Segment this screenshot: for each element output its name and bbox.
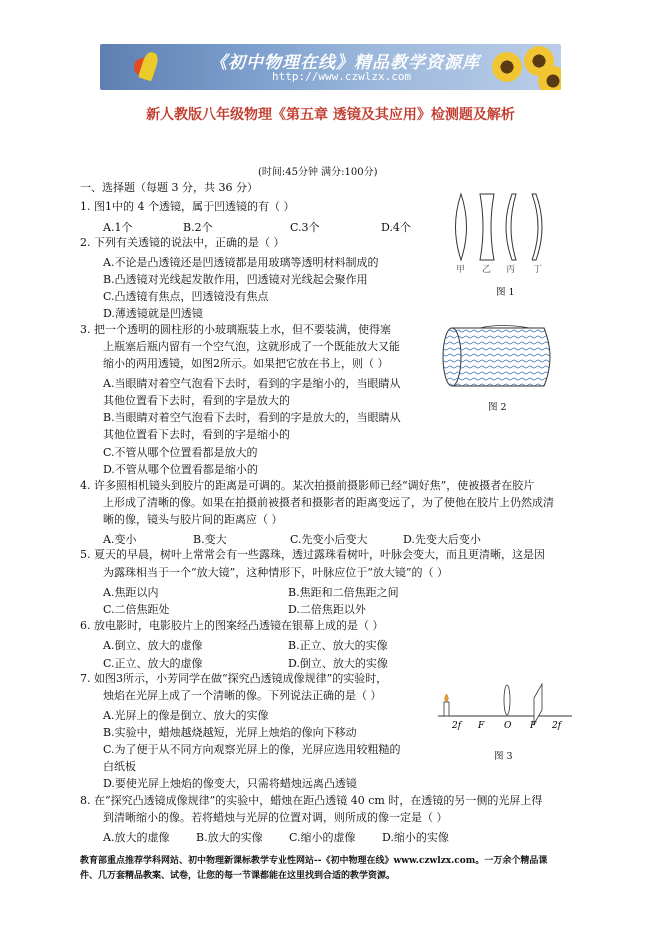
- q6-option-c: C.正立、放大的虚像: [103, 657, 203, 670]
- convex-lens-icon: [504, 685, 510, 715]
- lens-convex: [532, 194, 538, 260]
- question-8-line-1: 8. 在“探究凸透镜成像规律”的实验中，蜡烛在距凸透镜 40 cm 时，在透镜的另一侧的光屏上得: [80, 794, 543, 807]
- figure-2-caption: 图 2: [488, 402, 507, 413]
- q4-option-a: A.变小: [103, 533, 137, 546]
- q6-option-a: A.倒立、放大的虚像: [103, 639, 203, 652]
- lens-biconcave: [480, 194, 494, 260]
- fig3-label-f-left: F: [478, 721, 485, 731]
- question-5-line-2: 为露珠相当于一个“放大镜”，这种情形下，叶脉应位于“放大镜”的（ ）: [103, 566, 448, 579]
- figure-1-lenses: [446, 190, 556, 276]
- question-4-line-1: 4. 许多照相机镜头到胶片的距离是可调的。某次拍摄前摄影师已经“调好焦”，使被摄者在胶片: [80, 479, 535, 492]
- fig3-label-f-right: F: [530, 721, 537, 731]
- fig3-label-o: O: [504, 721, 512, 731]
- logo-leaf-icon: [138, 51, 160, 82]
- question-7-line-2: 烛焰在光屏上成了一个清晰的像。下列说法正确的是（ ）: [103, 689, 382, 702]
- question-6: 6. 放电影时，电影胶片上的图案经凸透镜在银幕上成的是（ ）: [80, 619, 384, 632]
- q2-option-d: D.薄透镜就是凹透镜: [103, 307, 203, 320]
- q2-option-c: C.凸透镜有焦点，凹透镜没有焦点: [103, 290, 269, 303]
- question-3-line-2: 上瓶塞后瓶内留有一个空气泡，这就形成了一个既能放大又能: [103, 340, 400, 353]
- q6-option-b: B.正立、放大的实像: [288, 639, 388, 652]
- q8-option-b: B.放大的实像: [196, 831, 263, 844]
- q5-option-a: A.焦距以内: [103, 586, 159, 599]
- q1-option-b: B.2个: [183, 221, 213, 234]
- q8-option-d: D.缩小的实像: [382, 831, 449, 844]
- q3-option-b: B.当眼睛对着空气泡看下去时，看到的字是放大的，当眼睛从: [103, 411, 401, 424]
- footer: [80, 854, 600, 884]
- candle-icon: [444, 702, 449, 716]
- question-7-line-1: 7. 如图3所示，小芳同学在做“探究凸透镜成像规律”的实验时，: [80, 672, 388, 685]
- q3-option-d: D.不管从哪个位置看都是缩小的: [103, 463, 258, 476]
- q2-option-a: A.不论是凸透镜还是凹透镜都是用玻璃等透明材料制成的: [103, 256, 379, 269]
- q7-option-d: D.要使光屏上烛焰的像变大，只需将蜡烛远离凸透镜: [103, 777, 357, 790]
- q5-option-d: D.二倍焦距以外: [288, 603, 366, 616]
- q1-option-a: A.1个: [103, 221, 133, 234]
- q4-option-c: C.先变小后变大: [290, 533, 368, 546]
- screen-icon: [534, 684, 542, 724]
- question-4-line-2: 上形成了清晰的像。如果在拍摄前被摄者和摄影者的距离变远了，为了使他在胶片上仍然成清: [103, 496, 554, 509]
- q8-option-a: A.放大的虚像: [103, 831, 170, 844]
- document-title: 新人教版八年级物理《第五章 透镜及其应用》检测题及解析: [146, 107, 515, 123]
- q3-option-b-cont: 其他位置看下去时，看到的字是缩小的: [103, 428, 290, 441]
- figure-1-caption: 图 1: [496, 287, 515, 298]
- q7-option-c-cont: 白纸板: [103, 760, 136, 773]
- lens-meniscus: [506, 194, 516, 260]
- figure-2-bottle: [440, 322, 558, 392]
- fig3-label-2f-right: 2f: [552, 721, 562, 731]
- question-3-line-1: 3. 把一个透明的圆柱形的小玻璃瓶装上水，但不要装满，使得塞: [80, 323, 391, 336]
- fig1-label-jia: 甲: [456, 265, 466, 275]
- q5-option-b: B.焦距和二倍焦距之间: [288, 586, 399, 599]
- question-4-line-3: 晰的像，镜头与胶片间的距离应（ ）: [103, 513, 283, 526]
- question-2: 2. 下列有关透镜的说法中，正确的是（ ）: [80, 236, 285, 249]
- question-3-line-3: 缩小的两用透镜，如图2所示。如果把它放在书上，则（ ）: [103, 357, 389, 370]
- q6-option-d: D.倒立、放大的实像: [288, 657, 388, 670]
- q7-option-a: A.光屏上的像是倒立、放大的实像: [103, 709, 269, 722]
- q7-option-c: C.为了便于从不同方向观察光屏上的像，光屏应选用较粗糙的: [103, 743, 401, 756]
- footer-line-1: 教育部重点推荐学科网站、初中物理新课标教学专业性网站--《初中物理在线》www.czwlzx.com。一万余个精品课: [80, 856, 548, 866]
- header-banner: [100, 44, 561, 90]
- q2-option-b: B.凸透镜对光线起发散作用，凹透镜对光线起会聚作用: [103, 273, 368, 286]
- sunflower-icon: [492, 52, 522, 82]
- q8-option-c: C.缩小的虚像: [289, 831, 356, 844]
- exam-info: (时间:45分钟 满分:100分): [258, 167, 378, 178]
- q5-option-c: C.二倍焦距处: [103, 603, 170, 616]
- fig3-label-2f-left: 2f: [452, 721, 462, 731]
- figure-3-optical-bench: [436, 680, 576, 740]
- figure-3-caption: 图 3: [494, 751, 513, 762]
- q3-option-a: A.当眼睛对着空气泡看下去时，看到的字是缩小的，当眼睛从: [103, 377, 401, 390]
- fig1-label-yi: 乙: [482, 265, 492, 275]
- banner-url[interactable]: http://www.czwlzx.com: [272, 70, 412, 83]
- question-8-line-2: 到清晰缩小的像。若将蜡烛与光屏的位置对调，则所成的像一定是（ ）: [103, 811, 448, 824]
- fig1-label-ding: 丁: [533, 265, 543, 275]
- flame-icon: [445, 694, 449, 702]
- fig1-label-bing: 丙: [506, 265, 516, 275]
- question-1: 1. 图1中的 4 个透镜，属于凹透镜的有（ ）: [80, 200, 295, 213]
- lens-biconvex: [456, 194, 467, 260]
- section-heading: 一、选择题（每题 3 分，共 36 分）: [80, 181, 258, 194]
- q4-option-b: B.变大: [193, 533, 227, 546]
- question-5-line-1: 5. 夏天的早晨，树叶上常常会有一些露珠，透过露珠看树叶，叶脉会变大，而且更清晰，这是因: [80, 548, 545, 561]
- q1-option-c: C.3个: [290, 221, 320, 234]
- q1-option-d: D.4个: [381, 221, 411, 234]
- q4-option-d: D.先变大后变小: [403, 533, 481, 546]
- q3-option-c: C.不管从哪个位置看都是放大的: [103, 446, 258, 459]
- footer-line-2: 件、几万套精品教案、试卷，让您的每一节课都能在这里找到合适的教学资源。: [80, 871, 396, 881]
- q7-option-b: B.实验中，蜡烛越烧越短，光屏上烛焰的像向下移动: [103, 726, 357, 739]
- banner-title: 《初中物理在线》精品教学资源库: [210, 53, 480, 73]
- q3-option-a-cont: 其他位置看下去时，看到的字是放大的: [103, 394, 290, 407]
- sunflower-icon: [538, 66, 561, 90]
